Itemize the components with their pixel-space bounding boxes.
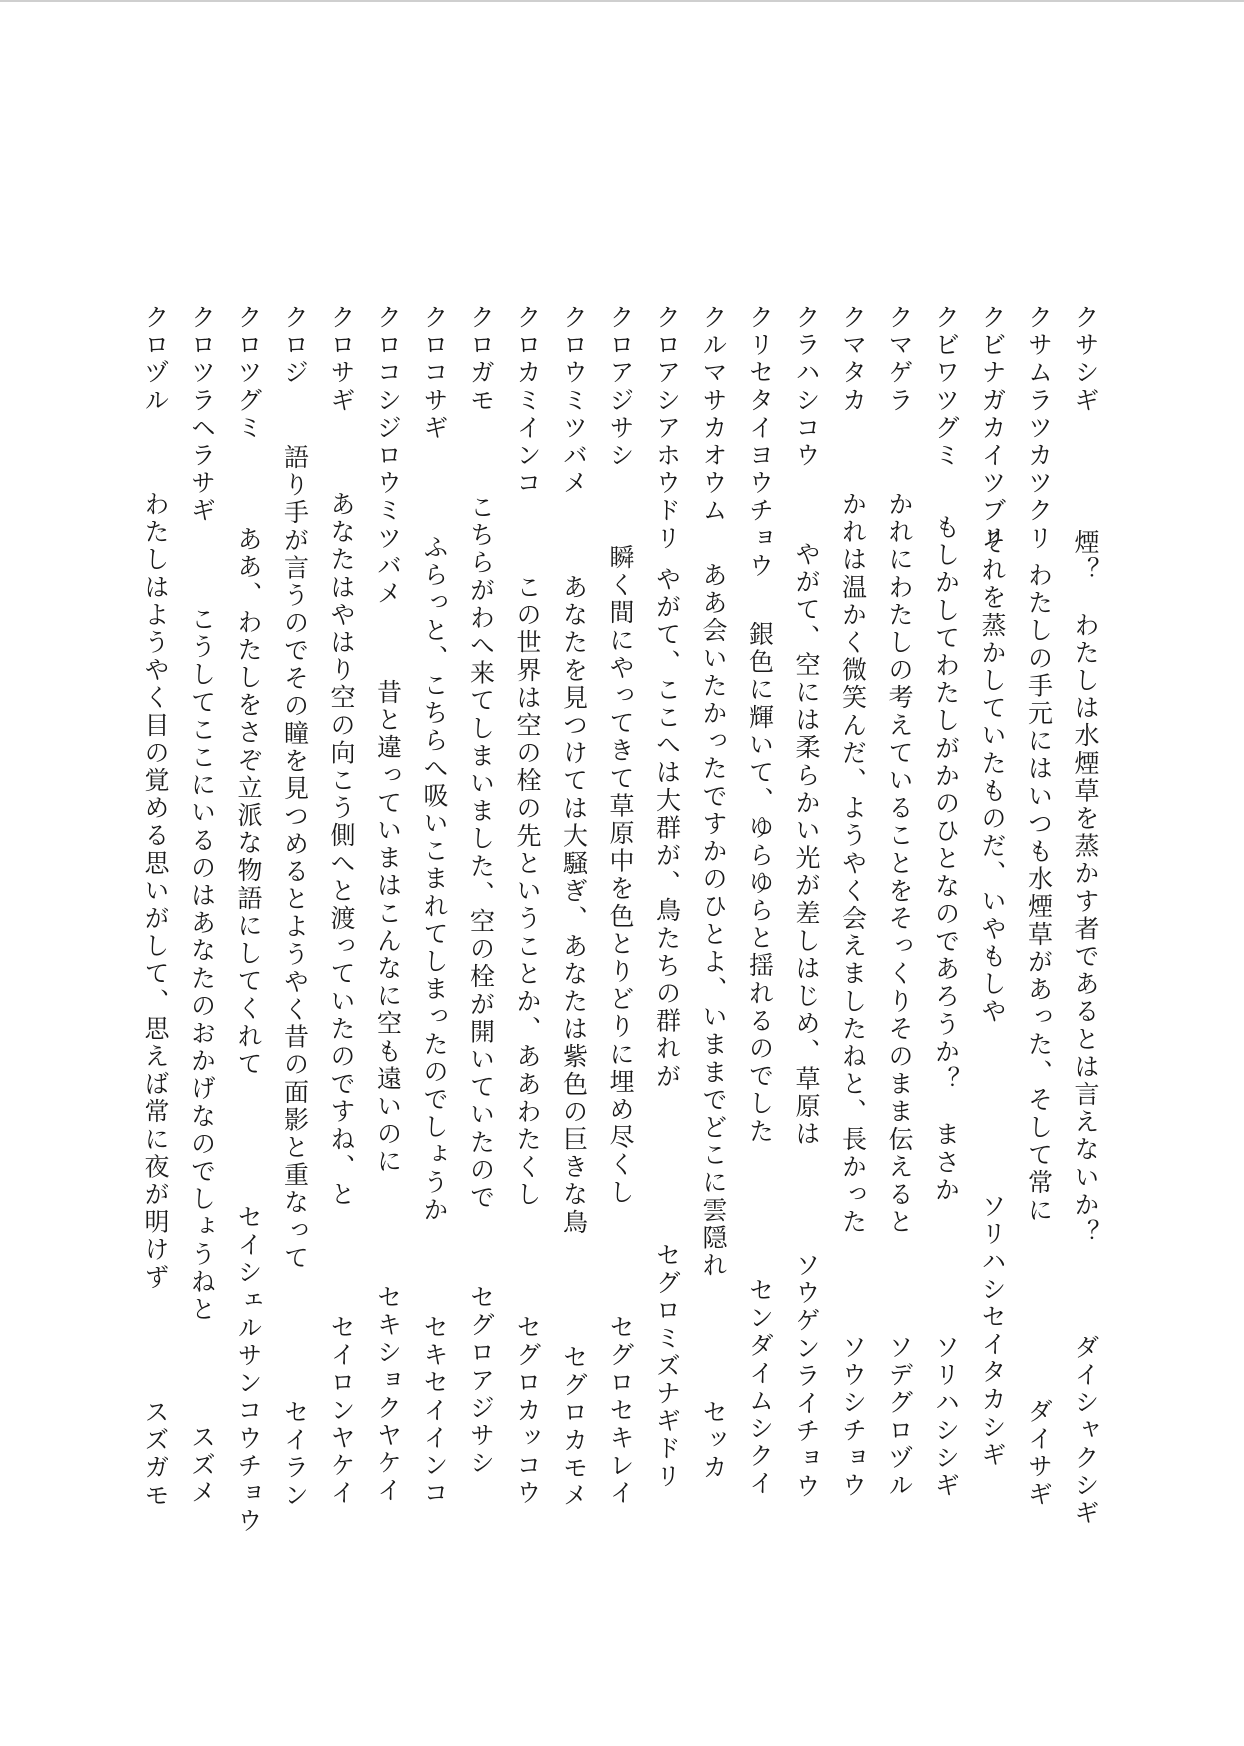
poem-line [1024, 304, 1054, 1514]
poem-line [559, 304, 589, 1514]
poem-verse: こちらがわへ来てしまいました、空の栓が開いていたので [466, 494, 496, 1212]
bird-name-top: クビワツグミ [931, 304, 961, 470]
poem-line [838, 304, 868, 1514]
bird-name-bottom: セキセイインコ [420, 1314, 449, 1508]
bird-name-top: クビナガカイツブリ [978, 304, 1007, 553]
poem-line [791, 304, 821, 1514]
poem-verse: もしかしてわたしがかのひとなのであろうか？ まさか [931, 514, 961, 1204]
bird-name-top: クロアシアホウドリ [652, 304, 682, 553]
bird-name-bottom: センダイムシクイ [745, 1277, 775, 1498]
poem-verse: かれにわたしの考えていることをそっくりそのまま伝えると [885, 491, 914, 1237]
bird-name-bottom: スズメ [187, 1424, 217, 1507]
poem-verse: やがて、ここへは大群が、鳥たちの群れが [652, 566, 682, 1091]
poem-line [373, 304, 403, 1514]
poem-line [512, 304, 542, 1514]
bird-name-bottom: セキショクヤケイ [373, 1284, 403, 1505]
bird-name-bottom: ダイサギ [1024, 1398, 1054, 1509]
bird-name-top: クロサギ [327, 304, 356, 415]
poem-verse: あなたはやはり空の向こう側へと渡っていたのですね、と [327, 491, 356, 1209]
bird-name-top: クロアジサシ [606, 304, 635, 470]
bird-name-top: クマゲラ [885, 304, 914, 415]
bird-name-top: クマタカ [838, 304, 868, 415]
bird-name-top: クサムラツカツクリ [1024, 304, 1054, 553]
poem-verse: 語り手が言うのでその瞳を見つめるとようやく昔の面影と重なって [280, 444, 310, 1272]
bird-name-top: クルマサカオウム [699, 304, 728, 525]
poem-verse: それを蒸かしていたものだ、いやもしや [978, 529, 1007, 1026]
poem-line [466, 304, 496, 1514]
poem-line [931, 304, 961, 1514]
bird-name-bottom: セイラン [280, 1399, 310, 1510]
poem-line [652, 304, 682, 1514]
poem-line [280, 304, 310, 1514]
bird-name-top: クロガモ [466, 304, 496, 415]
poem-line [884, 304, 914, 1514]
poem-line [698, 304, 728, 1514]
poem-line [605, 304, 635, 1514]
poem-verse: あなたを見つけては大騒ぎ、あなたは紫色の巨きな鳥 [559, 574, 589, 1237]
bird-name-bottom: ソリハシシギ [931, 1334, 961, 1500]
poem-line [140, 304, 170, 1514]
poem-verse: ふらっと、こちらへ吸いこまれてしまったのでしょうか [420, 534, 449, 1224]
bird-name-top: クサシギ [1071, 304, 1100, 415]
bird-name-bottom: セグロカッコウ [513, 1314, 542, 1508]
bird-name-top: クロツグミ [234, 304, 263, 442]
bird-name-bottom: スズガモ [141, 1399, 170, 1510]
bird-name-top: クラハシコウ [792, 304, 821, 470]
poem-verse: ああ会いたかったですかのひとよ、いままでどこに雲隠れ [699, 562, 728, 1280]
bird-name-bottom: セグロセキレイ [606, 1314, 635, 1508]
poem-verse: わたしの手元にはいつも水煙草があった、そして常に [1024, 562, 1054, 1225]
bird-name-bottom: ソウシチョウ [838, 1334, 868, 1500]
poem-verse: この世界は空の栓の先ということか、ああわたくし [513, 574, 542, 1209]
bird-name-bottom: セイシェルサンコウチョウ [234, 1204, 263, 1536]
poem-line [187, 304, 217, 1514]
poem-line [326, 304, 356, 1514]
bird-name-top: クロツラヘラサギ [187, 304, 217, 525]
bird-name-top: クロヅル [141, 304, 170, 415]
vertical-poem [140, 304, 1100, 1536]
bird-name-bottom: セグロカモメ [559, 1344, 589, 1510]
poem-verse: 煙？ わたしは水煙草を蒸かす者であるとは言えないか？ [1071, 529, 1100, 1247]
poem-line [419, 304, 449, 1514]
poem-verse: 昔と違っていまはこんなに空も遠いのに [373, 679, 403, 1176]
bird-name-bottom: セグロアジサシ [466, 1284, 496, 1478]
bird-name-bottom: ソデグロヅル [885, 1334, 914, 1500]
bird-name-bottom: セグロミズナギドリ [652, 1242, 682, 1491]
bird-name-top: クロコシジロウミツバメ [373, 304, 403, 608]
bird-name-top: クロジ [280, 304, 310, 387]
poem-verse: ああ、わたしをさぞ立派な物語にしてくれて [234, 526, 263, 1078]
bird-name-bottom: セイロンヤケイ [327, 1314, 356, 1508]
bird-name-top: クリセタイヨウチョウ [745, 304, 775, 580]
bird-name-bottom: ソウゲンライチョウ [792, 1252, 821, 1501]
poem-line [745, 304, 775, 1514]
poem-verse: 瞬く間にやってきて草原中を色とりどりに埋め尽くし [606, 544, 635, 1207]
bird-name-top: クロカミインコ [513, 304, 542, 498]
poem-line [1070, 304, 1100, 1528]
poem-verse: わたしはようやく目の覚める思いがして、思えば常に夜が明けず [141, 491, 170, 1292]
bird-name-top: クロウミツバメ [559, 304, 589, 498]
poem-line [977, 304, 1007, 1514]
poem-verse: かれは温かく微笑んだ、ようやく会えましたねと、長かった [838, 491, 868, 1237]
poem-verse: やがて、空には柔らかい光が差しはじめ、草原は [792, 541, 821, 1149]
bird-name-bottom: ダイシャクシギ [1071, 1334, 1100, 1528]
poem-verse: 銀色に輝いて、ゆらゆらと揺れるのでした [745, 621, 775, 1146]
bird-name-bottom: セッカ [699, 1399, 728, 1482]
poem-verse: こうしてここにいるのはあなたのおかげなのでしょうねと [187, 606, 217, 1324]
bird-name-top: クロコサギ [420, 304, 449, 442]
poem-line [233, 304, 263, 1536]
bird-name-bottom: ソリハシセイタカシギ [978, 1193, 1007, 1469]
